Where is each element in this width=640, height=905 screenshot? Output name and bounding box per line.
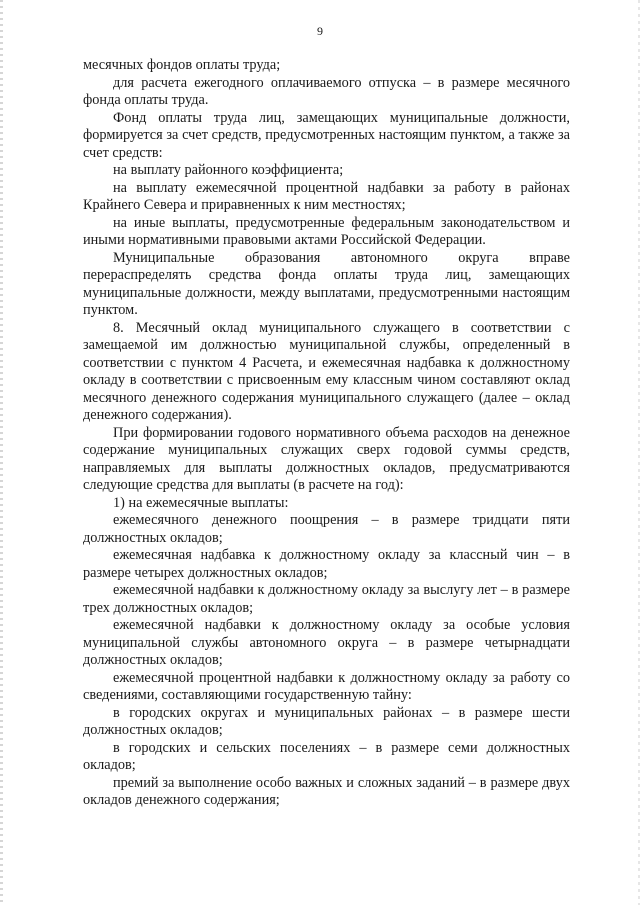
paragraph: 8. Месячный оклад муниципального служащего в соответствии с замещаемой им должностью муниципальной службы, определенный в соответствии с пунктом 4 Расчета, и ежемесячная надбавка к должностному окладу в соответствии с присвоенным ему классным чином составляют оклад месячного денежного содержания муниципального служащего (далее – оклад денежного содержания).	[83, 319, 570, 423]
paragraph: на выплату ежемесячной процентной надбавки за работу в районах Крайнего Севера и приравненных к ним местностях;	[83, 179, 570, 213]
paragraph: для расчета ежегодного оплачиваемого отпуска – в размере месячного фонда оплаты труда.	[83, 74, 570, 108]
document-body	[83, 57, 570, 810]
paragraph: ежемесячная надбавка к должностному окладу за классный чин – в размере четырех должностных окладов;	[83, 547, 570, 581]
paragraph: ежемесячной надбавки к должностному окладу за выслугу лет – в размере трех должностных окладов;	[83, 582, 570, 616]
paragraph: на иные выплаты, предусмотренные федеральным законодательством и иными нормативными правовыми актами Российской Федерации.	[83, 214, 570, 248]
paragraph: 1) на ежемесячные выплаты:	[113, 494, 289, 511]
scan-edge-left	[0, 0, 3, 905]
page-number: 9	[317, 24, 323, 38]
paragraph: в городских округах и муниципальных районах – в размере шести должностных окладов;	[83, 704, 570, 738]
paragraph: ежемесячного денежного поощрения – в размере тридцати пяти должностных окладов;	[83, 512, 570, 546]
paragraph: в городских и сельских поселениях – в размере семи должностных окладов;	[83, 739, 570, 773]
paragraph: Муниципальные образования автономного округа вправе перераспределять средства фонда оплаты труда лиц, замещающих муниципальные должности, между выплатами, предусмотренными настоящим пунктом.	[83, 249, 570, 318]
paragraph: ежемесячной надбавки к должностному окладу за особые условия муниципальной службы автономного округа – в размере четырнадцати должностных окладов;	[83, 617, 570, 668]
paragraph: При формировании годового нормативного объема расходов на денежное содержание муниципальных служащих сверх годовой суммы средств, направляемых для выплаты должностных окладов, предусматриваются следующие средства для выплаты (в расчете на год):	[83, 424, 570, 493]
paragraph: премий за выполнение особо важных и сложных заданий – в размере двух окладов денежного содержания;	[83, 774, 570, 808]
paragraph: месячных фондов оплаты труда;	[83, 57, 281, 73]
paragraph: Фонд оплаты труда лиц, замещающих муниципальные должности, формируется за счет средств, предусмотренных настоящим пунктом, а также за счет средств:	[83, 109, 570, 161]
paragraph: на выплату районного коэффициента;	[113, 162, 344, 178]
paragraph: ежемесячной процентной надбавки к должностному окладу за работу со сведениями, составляющими государственную тайну:	[83, 669, 570, 703]
